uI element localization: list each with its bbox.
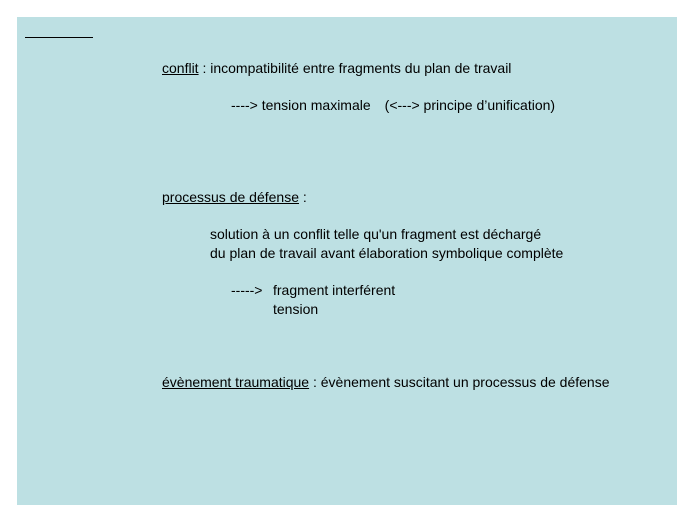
term-traumatique: évènement traumatique [162, 374, 310, 390]
separator: : [198, 60, 211, 76]
defense-result-2: tension [273, 301, 319, 317]
conflit-consequence [231, 97, 555, 114]
defense-result-1: fragment interférent [273, 282, 396, 298]
header-rule [25, 37, 93, 38]
defense-line-2: du plan de travail avant élaboration symbolique complète [210, 245, 564, 261]
definition-traumatique [162, 374, 610, 391]
definition-text: incompatibilité entre fragments du plan de travail [210, 60, 512, 76]
term-conflit: conflit [162, 60, 199, 76]
arrow-tension: ----> tension maximale [231, 97, 371, 113]
definition-text: évènement suscitant un processus de défense [320, 374, 610, 390]
separator: : [298, 189, 307, 205]
defense-arrow: -----> [231, 282, 263, 298]
unification-note: (<---> principe d’unification) [384, 97, 556, 113]
term-defense: processus de défense [162, 189, 299, 205]
separator: : [309, 374, 321, 390]
definition-defense [162, 189, 307, 206]
defense-line-1: solution à un conflit telle qu'un fragment est déchargé [210, 226, 542, 242]
definition-conflit [162, 60, 511, 77]
